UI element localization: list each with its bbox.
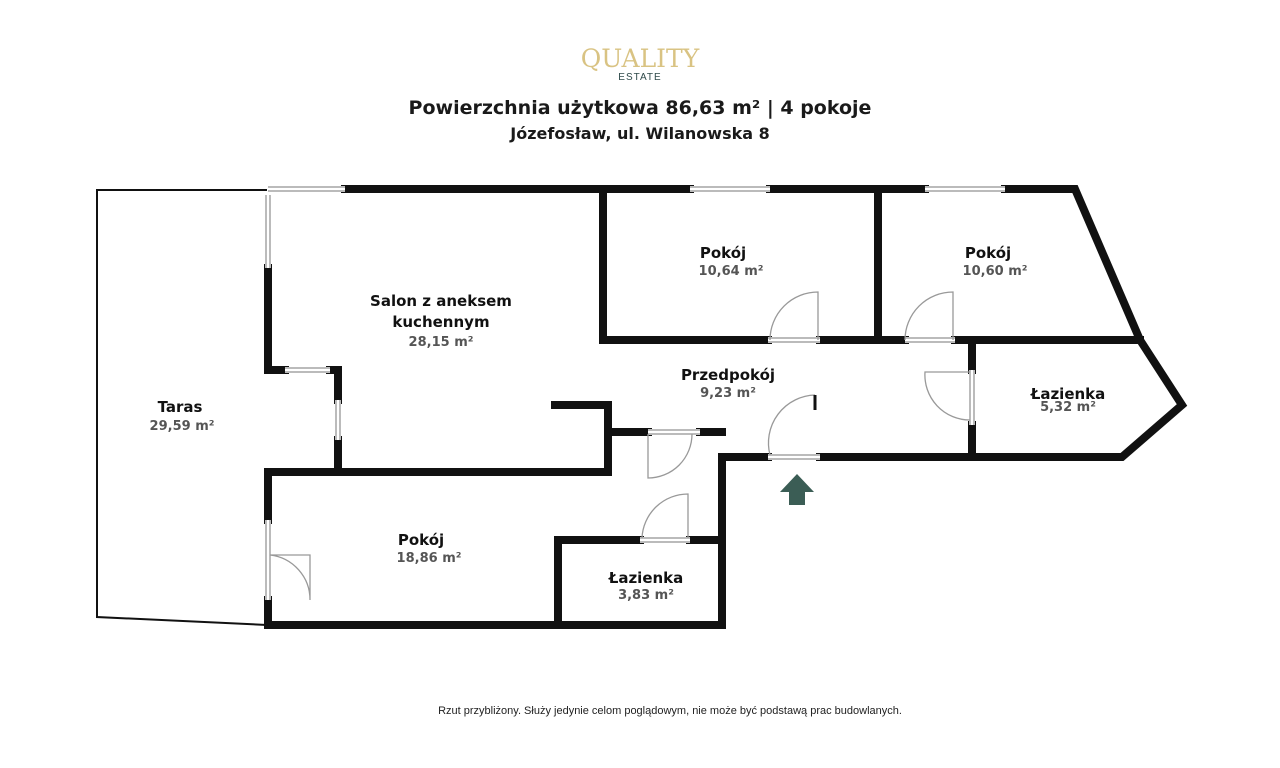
address: Józefosław, ul. Wilanowska 8 [510, 124, 770, 143]
logo-estate: ESTATE [618, 72, 662, 83]
room-area: 9,23 m² [700, 386, 756, 401]
room-name: kuchennym [392, 313, 490, 331]
disclaimer: Rzut przybliżony. Służy jedynie celom poglądowym, nie może być podstawą prac budowlanych. [438, 705, 902, 717]
room-name: Łazienka [1030, 385, 1106, 403]
room-name: Pokój [397, 531, 445, 549]
room-area: 28,15 m² [408, 335, 474, 350]
room-area: 18,86 m² [396, 551, 462, 566]
room-name: Taras [157, 398, 203, 416]
room-name: Pokój [699, 244, 747, 262]
room-area: 29,59 m² [149, 419, 215, 434]
area-title: Powierzchnia użytkowa 86,63 m² | 4 pokoje [408, 97, 872, 119]
logo-quality: QUALITY [580, 44, 700, 73]
room-name: Łazienka [608, 569, 684, 587]
room-area: 5,32 m² [1040, 400, 1096, 415]
room-name: Pokój [964, 244, 1012, 262]
room-area: 3,83 m² [618, 588, 674, 603]
room-name: Salon z aneksem [370, 292, 512, 310]
room-area: 10,64 m² [698, 264, 764, 279]
room-area: 10,60 m² [962, 264, 1028, 279]
entrance-arrow-icon [780, 474, 814, 505]
room-name: Przedpokój [680, 366, 776, 384]
